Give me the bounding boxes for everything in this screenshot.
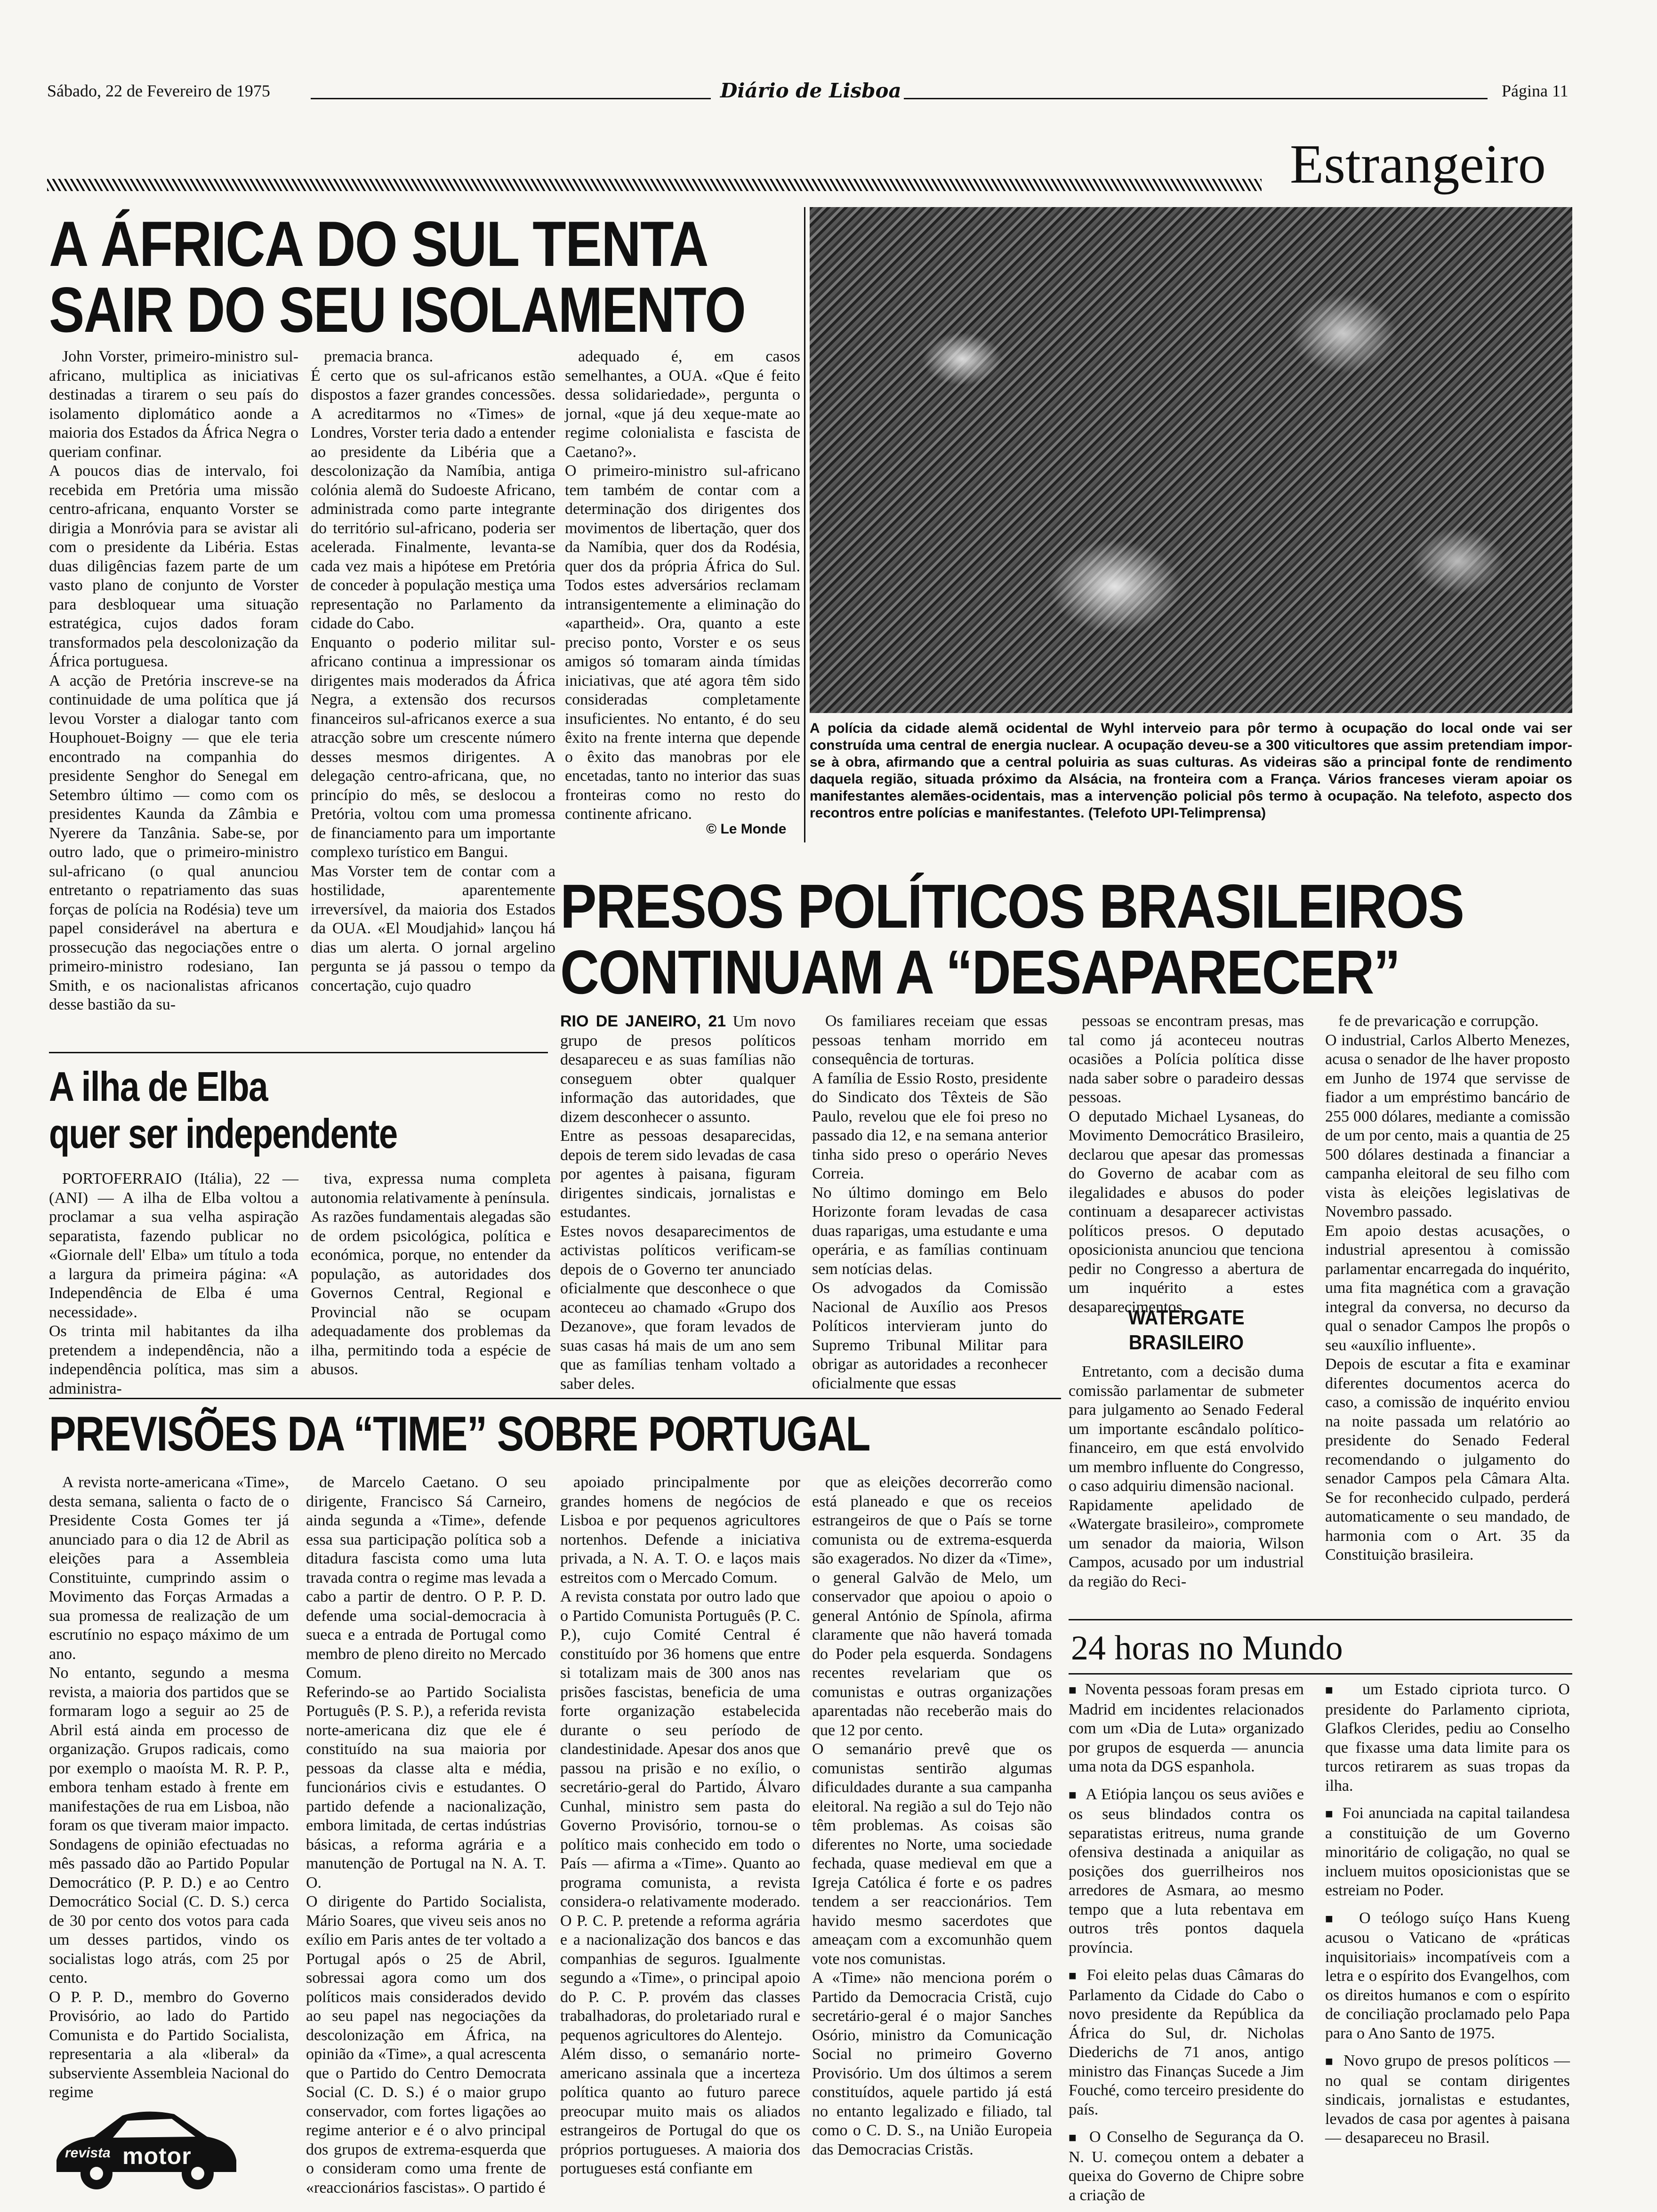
time-column-1 — [49, 1473, 289, 2101]
motor-label: motor — [122, 2143, 192, 2169]
africa-column-3 — [565, 347, 800, 823]
protest-photo — [810, 207, 1572, 713]
section-title: Estrangeiro — [1290, 133, 1546, 195]
mundo-item-tailandia: ■ Foi anunciada na capital tailandesa a constituição de um Governo minoritário de coligação, no qual se incluem muitos oposicionistas que se estreiam no Poder. — [1325, 1804, 1570, 1900]
africa-column-1-text: John Vorster, primeiro-ministro sul-africano, multiplica as iniciativas destinadas a tirarem o seu país do isolamento diplomático aonde a maioria dos Estados da África Negra o queriam confinar. A poucos dias de intervalo, foi recebida em Pretória uma missão centro-africana, enquanto Vorster se dirigia a Monróvia para se avistar ali com o presidente da Libéria. Estas duas diligências fazem parte de um vasto plano de conjunto de Vorster para desbloquear uma situação estratégica, cujos dados foram transformados pela descolonização da África portuguesa. A acção de Pretória inscreve-se na continuidade de uma política que já levou Vorster a dialogar tanto com Houphouet-Boigny — que ele teria encontrado na companhia do presidente Senghor do Senegal em Setembro último — como com os presidentes Kaunda da Zâmbia e Nyerere da Tanzânia. Sabe-se, por outro lado, que o primeiro-ministro sul-africano (o qual anunciou entretanto o repatriamento das suas forças de polícia na Rodésia) teve um papel considerável na abertura e prossecução das negociações entre o primeiro-ministro rodesiano, Ian Smith, e os nacionalistas africanos desse bastião da su- — [49, 348, 298, 1013]
presos-column-2 — [812, 1012, 1047, 1392]
presos-column-4-text: fe de prevaricação e corrupção. O industrial, Carlos Alberto Menezes, acusa o senador de lhe haver proposto em Junho de 1974 que servisse de fiador a um empréstimo bancário de 255 000 dólares, mediante a comissão de um por cento, mais a quantia de 25 500 dólares destinada a financiar a campanha eleitoral de seu filho com vista às eleições legislativas de Novembro passado. Em apoio destas acusações, o industrial apresentou à comissão parlamentar encarregada do inquérito, uma fita magnética com a gravação integral da conversa, no decurso da qual o senador Campos lhe propôs o seu «auxílio influente». Depois de escutar a fita e examinar diferentes documentos acerca do caso, a comissão de inquérito enviou na noite passada um relatório ao presidente do Senado Federal recomendando o julgamento do senador Campos pela Câmara Alta. Se for reconhecido culpado, perderá automaticamente o seu mandado, de harmonia com o Art. 35 da Constituição brasileira. — [1325, 1012, 1570, 1563]
mundo-item-kueng: ■ O teólogo suíço Hans Kueng acusou o Vaticano de «práticas inquisitoriais» incompatíveis com a letra e o espírito dos Evangelhos, com os direitos humanos e com o espírito de conciliação proclamado pelo Papa para o Ano Santo de 1975. — [1325, 1909, 1570, 2044]
mundo-item-onu: ■ O Conselho de Segurança da O. N. U. começou ontem a debater a queixa do Governo de Chipre sobre a criação de — [1069, 2128, 1304, 2205]
mundo-item-brasil: ■ Novo grupo de presos políticos — no qual se contam dirigentes sindicais, jornalistas e estudantes, levados de casa por agentes à paisana — desapareceu no Brasil. — [1325, 2052, 1570, 2148]
africa-divider — [804, 207, 805, 842]
presos-dateline: RIO DE JANEIRO, 21 — [560, 1012, 726, 1030]
revista-motor-ad — [52, 2090, 240, 2193]
watergate-subhead-line-1: WATERGATE — [1128, 1306, 1245, 1329]
time-headline: PREVISÕES DA “TIME” SOBRE PORTUGAL — [49, 1407, 870, 1461]
mundo-column-a — [1069, 1680, 1304, 2203]
masthead-paper-name: Diário de Lisboa — [720, 79, 901, 102]
masthead-rule-right — [904, 98, 1488, 99]
presos-column-3b-text: Entretanto, com a decisão duma comissão parlamentar de submeter para julgamento ao Senado Federal um importante escândalo político-financeiro, em que está envolvido um membro influente do Congresso, o caso adquiriu dimensão nacional. Rapidamente apelidado de «Watergate brasileiro», compromete um senador da maioria, Wilson Campos, acusado por um industrial da região do Reci- — [1069, 1363, 1304, 1590]
presos-column-2-text: Os familiares receiam que essas pessoas tenham morrido em consequência de torturas. A família de Essio Rosto, presidente do Sindicato dos Têxteis de São Paulo, revelou que ele foi preso no passado dia 12, e na semana anterior tinha sido preso o operário Neves Correia. No último domingo em Belo Horizonte foram levadas de casa duas raparigas, uma estudante e uma operária, e as famílias continuam sem notícias delas. Os advogados da Comissão Nacional de Auxílio aos Presos Políticos intervieram junto do Supremo Tribunal Militar para obrigar as autoridades a reconhecer oficialmente que essas — [812, 1012, 1047, 1392]
masthead-rule-left — [311, 98, 711, 99]
africa-column-2-text: premacia branca. É certo que os sul-africanos estão dispostos a fazer grandes concessões. A acreditarmos no «Times» de Londres, Vorster teria dado a entender ao presidente da Libéria que a descolonização da Namíbia, antiga colónia alemã do Sudoeste Africano, administrada como parte integrante do território sul-africano, poderia ser acelerada. Finalmente, levanta-se cada vez mais a hipótese em Pretória de conceder à população mestiça uma representação no Parlamento da cidade do Cabo. Enquanto o poderio militar sul-africano continua a impressionar os dirigentes mais moderados da África Negra, a extensão dos recursos financeiros sul-africanos exerce a sua atracção sobre um crescente número desses mesmos dirigentes. A delegação centro-africana, que, no princípio do mês, se deslocou a Pretória, voltou com uma promessa de financiamento para um importante complexo turístico em Bangui. Mas Vorster tem de contar com a hostilidade, aparentemente irreversível, da maioria dos Estados da OUA. «El Moudjahid» lançou há dias um alerta. O jornal argelino pergunta se já passou o tempo da concertação, cujo quadro — [311, 348, 555, 994]
time-column-2-text: de Marcelo Caetano. O seu dirigente, Francisco Sá Carneiro, ainda segunda a «Time», defende essa sua participação política sob a ditadura fascista como uma luta travada contra o regime mas levada a cabo a partir de dentro. O P. P. D. defende uma social-democracia à sueca e a entrada de Portugal como membro de pleno direito no Mercado Comum. Referindo-se ao Partido Socialista Português (P. S. P.), a referida revista norte-americana diz que ele é constituído na sua maioria por pessoas da classe alta e média, funcionários civis e estudantes. O partido defende a nacionalização, embora limitada, de certas indústrias básicas, a reforma agrária e a manutenção de Portugal na N. A. T. O. O dirigente do Partido Socialista, Mário Soares, que viveu seis anos no exílio em Paris antes de ter voltado a Portugal após o 25 de Abril, sobressai agora como um dos políticos mais considerados devido ao seu papel nas negociações da descolonização em África, na opinião da «Time», a qual acrescenta que o Partido do Centro Democrata Social (C. D. S.) é o maior grupo conservador, com fortes ligações ao regime anterior e é o alvo principal dos grupos de extrema-esquerda que o consideram como uma frente de «reaccionários fascistas». O partido é — [306, 1474, 546, 2196]
section-hatch-bar — [47, 179, 1262, 191]
time-column-2 — [306, 1473, 546, 2198]
mundo-item-chipre-cont: ■ um Estado cipriota turco. O presidente do Parlamento cipriota, Glafkos Clerides, pediu ao Conselho que fixasse uma data limite para os turcos retirarem as suas tropas da ilha. — [1325, 1680, 1570, 1795]
africa-column-3-text: adequado é, em casos semelhantes, a OUA. «Que é feito dessa solidariedade», pergunta o jornal, «que já deu xeque-mate ao regime colonialista e fascista de Caetano?». O primeiro-ministro sul-africano tem também de contar com a determinação dos dirigentes dos movimentos de libertação, quer dos da Namíbia, quer dos da Rodésia, quer dos da própria África do Sul. Todos estes adversários reclamam intransigentemente a eliminação do «apartheid». Ora, quanto a este preciso ponto, Vorster e os seus amigos só tomaram ainda tímidas iniciativas, que até agora têm sido consideradas completamente insuficientes. No entanto, é do seu êxito na frente interna que depende o êxito das manobras por ele encetadas, tanto no interior das suas fronteiras como no resto do continente africano. — [565, 348, 800, 823]
mundo-item-etiopia: ■ A Etiópia lançou os seus aviões e os seus blindados contra os separatistas eritreus, numa grande ofensiva destinada a aniquilar as posições dos guerrilheiros nos arredores de Asmara, ao mesmo tempo que a luta rebentava em outros três pontos daquela província. — [1069, 1785, 1304, 1958]
mundo-title: 24 horas no Mundo — [1071, 1629, 1343, 1667]
photo-caption-text: A polícia da cidade alemã ocidental de Wyhl interveio para pôr termo à ocupação do local onde vai ser construída uma central de energia nuclear. A ocupação deveu-se a 300 viticultores que assim pretendiam impor-se à obra, afirmando que a central poluiria as suas culturas. As videiras são a principal fonte de rendimento daquela região, situada próximo da Alsácia, na fronteira com a França. Vários franceses vieram apoiar os manifestantes alemães-ocidentais, mas a intervenção policial pôs termo à ocupação. Na telefoto, aspecto dos recontros entre polícias e manifestantes. (Telefoto UPI-Telimprensa) — [810, 721, 1572, 821]
elba-headline-line-2: quer ser independente — [49, 1110, 397, 1157]
mundo-item-africa-sul: ■ Foi eleito pelas duas Câmaras do Parlamento da Cidade do Cabo o novo presidente da República da África do Sul, dr. Nicholas Diederichs de 71 anos, antigo ministro das Finanças Sucede a Jim Fouché, como terceiro presidente do país. — [1069, 1966, 1304, 2119]
presos-column-3b — [1069, 1362, 1304, 1612]
presos-column-3-text: pessoas se encontram presas, mas tal como já aconteceu noutras ocasiões a Polícia política disse nada saber sobre o paradeiro dessas pessoas. O deputado Michael Lysaneas, do Movimento Democrático Brasileiro, declarou que apesar das promessas do Governo de acabar com as ilegalidades e abusos do poder continuam a desaparecer activistas políticos presos. O deputado oposicionista anunciou que tenciona pedir no Congresso a abertura de um inquérito a estes desaparecimentos. — [1069, 1012, 1304, 1316]
elba-column-1-text: PORTOFERRAIO (Itália), 22 — (ANI) — A ilha de Elba voltou a proclamar a sua velha aspiração separatista, fazendo publicar no «Giornale dell' Elba» um título a toda a largura da primeira página: «A Independência de Elba é uma necessidade». Os trinta mil habitantes da ilha pretendem a independência, não a independência política, mas sim a administra- — [49, 1170, 298, 1397]
revista-label: revista — [65, 2145, 111, 2161]
elba-top-rule — [49, 1052, 548, 1053]
time-column-4-text: que as eleições decorrerão como está planeado e que os receios estrangeiros de que o País se torne comunista ou de extrema-esquerda são exagerados. No dizer da «Time», o general Galvão de Melo, um conservador que apoiou o apoio o general António de Spínola, afirma claramente que não haverá tomada do Poder pela esquerda. Sondagens recentes revelariam que os comunistas e outras organizações aparentadas não receberão mais do que 12 por cento. O semanário prevê que os comunistas sentirão algumas dificuldades durante a sua campanha eleitoral. Na região a sul do Tejo não têm problemas. As coisas são diferentes no Norte, uma sociedade fechada, quase medieval em que a Igreja Católica é forte e os padres tendem a ser reaccionários. Tem havido mesmo sacerdotes que ameaçam com a excomunhão quem vote nos comunistas. A «Time» não menciona porém o Partido da Democracia Cristã, cujo secretário-geral é o major Sanches Osório, ministro da Comunicação Social no primeiro Governo Provisório. Um dos últimos a serem constituídos, aquele partido já está no entanto legalizado e filiado, tal como o C. D. S., na União Europeia das Democracias Cristãs. — [812, 1474, 1052, 2158]
mundo-top-rule — [1069, 1619, 1572, 1620]
masthead-page-number: Página 11 — [1502, 81, 1569, 100]
watergate-subhead-line-2: BRASILEIRO — [1128, 1331, 1244, 1354]
time-column-4 — [812, 1473, 1052, 2198]
presos-headline-line-1: PRESOS POLÍTICOS BRASILEIROS — [560, 872, 1464, 941]
elba-column-2 — [311, 1170, 551, 1386]
presos-column-1-body: Um novo grupo de presos políticos desapareceu e as suas famílias não conseguem obter qualquer informação das autoridades, que dizem desconhecer o assunto. Entre as pessoas desaparecidas, depois de terem sido levadas de casa por agentes à paisana, figuram dirigentes sindicais, jornalistas e estudantes. Estes novos desaparecimentos de activistas políticos verificam-se depois de o Governo ter anunciado oficialmente que desconhece o que aconteceu ao chamado «Grupo dos Dezanove», que foram levados de suas casas há mais de um ano sem que as famílias tenham voltado a saber deles. — [560, 1013, 796, 1393]
elba-column-1 — [49, 1170, 298, 1397]
masthead-date: Sábado, 22 de Fevereiro de 1975 — [47, 81, 270, 100]
presos-headline-line-2: CONTINUAM A “DESAPARECER” — [560, 938, 1400, 1007]
africa-column-2 — [311, 347, 555, 1044]
time-column-3 — [560, 1473, 800, 2198]
presos-column-4 — [1325, 1012, 1570, 1628]
presos-column-1 — [560, 1012, 796, 1393]
car-silhouette-icon — [52, 2090, 240, 2193]
africa-headline-line-1: A ÁFRICA DO SUL TENTA — [49, 208, 708, 280]
mundo-title-rule — [1069, 1673, 1572, 1675]
mundo-column-b — [1325, 1680, 1570, 2203]
presos-column-1-text — [560, 1012, 796, 1394]
africa-headline-line-2: SAIR DO SEU ISOLAMENTO — [49, 274, 746, 345]
time-top-rule — [49, 1398, 1061, 1399]
elba-headline-line-1: A ilha de Elba — [49, 1063, 267, 1110]
elba-column-2-text: tiva, expressa numa completa autonomia relativamente à península. As razões fundamentais alegadas são de ordem psicológica, política e económica, porque, no entender da população, as autoridades dos Governos Central, Regional e Provincial não se ocupam adequadamente dos problemas da ilha, permitindo toda a espécie de abusos. — [311, 1170, 551, 1378]
presos-column-3 — [1069, 1012, 1304, 1316]
time-column-3-text: apoiado principalmente por grandes homens de negócios de Lisboa e por pequenos agricultores nortenhos. Defende a iniciativa privada, a N. A. T. O. e laços mais estreitos com o Mercado Comum. A revista constata por outro lado que o Partido Comunista Português (P. C. P.), cujo Comité Central é constituído por 36 homens que entre si totalizam mais de 300 anos nas prisões fascistas, beneficia de uma forte organização estabelecida durante o seu período de clandestinidade. Apesar dos anos que passou na prisão e no exílio, o secretário-geral do Partido, Álvaro Cunhal, ministro sem pasta do Governo Provisório, tornou-se o político mais conhecido em todo o País — afirma a «Time». Quanto ao programa comunista, a revista considera-o relativamente moderado. O P. C. P. pretende a reforma agrária e a nacionalização dos bancos e das companhias de seguros. Igualmente segundo a «Time», o principal apoio do P. C. P. provém das classes trabalhadoras, do proletariado rural e pequenos agricultores do Alentejo. Além disso, o semanário norte-americano assinala que a incerteza política quanto ao futuro parece preocupar muito mais os aliados estrangeiros de Portugal do que os próprios portugueses. A maioria dos portugueses está confiante em — [560, 1474, 800, 2177]
mundo-item-madrid: ■ Noventa pessoas foram presas em Madrid em incidentes relacionados com um «Dia de Luta» organizado por grupos de esquerda — anuncia uma nota da DGS espanhola. — [1069, 1680, 1304, 1777]
africa-column-1 — [49, 347, 298, 1044]
africa-credit: © Le Monde — [706, 821, 787, 837]
photo-caption — [810, 720, 1572, 875]
time-column-1-text: A revista norte-americana «Time», desta semana, salienta o facto de o Presidente Costa Gomes ter já anunciado para o dia 12 de Abril as eleições para a Assembleia Constituinte, cumprindo assim o Movimento das Forças Armadas a sua promessa de realização de um escrutínio no espaço máximo de um ano. No entanto, segundo a mesma revista, a maioria dos partidos que se formaram logo a seguir ao 25 de Abril está ainda em processo de organização. Grupos radicais, como por exemplo o maoísta M. R. P. P., embora tenham estado à frente em manifestações de rua em Lisboa, não foram os que tiveram maior impacto. Sondagens de opinião efectuadas no mês passado dão ao Partido Popular Democrático (P. P. D.) e ao Centro Democrático Social (C. D. S.) cerca de 30 por cento dos votos para cada um desses partidos, vindo os socialistas logo atrás, com 25 por cento. O P. P. D., membro do Governo Provisório, ao lado do Partido Comunista e do Partido Socialista, representaria a ala «liberal» da subserviente Assembleia Nacional do regime — [49, 1474, 289, 2101]
